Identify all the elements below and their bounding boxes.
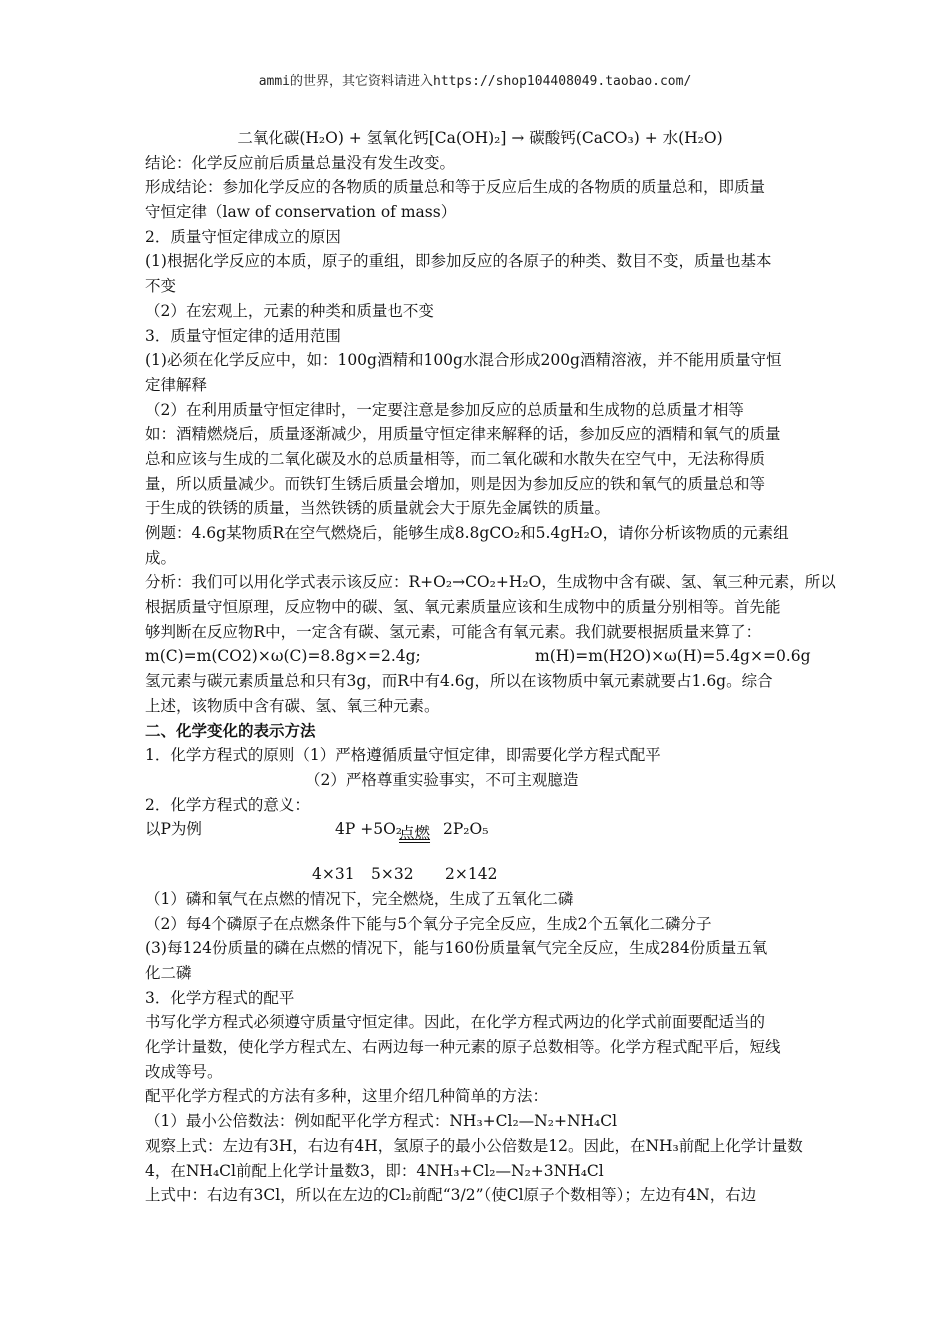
text-line: 化二磷: [145, 964, 192, 982]
equation-reactants: 4P +5O₂: [335, 820, 402, 839]
mass-p: 4×31: [312, 865, 355, 884]
meaning-title: 2．化学方程式的意义：: [145, 795, 310, 814]
text-line: 如：酒精燃烧后，质量逐渐减少，用质量守恒定律来解释的话，参加反应的酒精和氧气的质量: [145, 425, 781, 444]
text-line: 书写化学方程式必须遵守质量守恒定律。因此，在化学方程式两边的化学式前面要配适当的: [145, 1013, 766, 1032]
phosphorus-equation: [145, 817, 815, 862]
text-line: (1)必须在化学反应中，如：100g酒精和100g水混合形成200g酒精溶液，并不能用质量守恒: [145, 351, 782, 370]
text-line: （2）在利用质量守恒定律时，一定要注意是参加反应的总质量和生成物的总质量才相等: [145, 400, 744, 419]
text-line: 结论：化学反应前后质量总量没有发生改变。: [145, 153, 456, 172]
text-line: 3．质量守恒定律的适用范围: [145, 326, 341, 345]
text-line: 4，在NH₄Cl前配上化学计量数3，即：4NH₃+Cl₂—N₂+3NH₄Cl: [145, 1161, 604, 1180]
text-line: 观察上式：左边有3H，右边有4H，氢原子的最小公倍数是12。因此，在NH₃前配上化学计量数: [145, 1136, 803, 1155]
text-line: 量，所以质量减少。而铁钉生锈后质量会增加，则是因为参加反应的铁和氧气的质量总和等: [145, 474, 766, 493]
text-line: 氢元素与碳元素质量总和只有3g，而R中有4.6g，所以在该物质中氧元素就要占1.6g。综合: [145, 672, 773, 691]
text-line: 不变: [145, 277, 177, 296]
text-line: 守恒定律（law of conservation of mass）: [145, 203, 457, 222]
text-line: 形成结论：参加化学反应的各物质的质量总和等于反应后生成的各物质的质量总和，即质量: [145, 178, 766, 197]
mass-o2: 5×32: [371, 865, 414, 884]
mass-p2o5: 2×142: [445, 865, 498, 884]
equation-label: 以P为例: [145, 820, 202, 839]
mass-calculation: [145, 644, 815, 669]
text-line: 3．化学方程式的配平: [145, 988, 295, 1007]
text-line: （1）最小公倍数法：例如配平化学方程式：NH₃+Cl₂—N₂+NH₄Cl: [145, 1112, 618, 1131]
principle-line: （2）严格尊重实验事实，不可主观臆造: [305, 770, 579, 789]
carbon-mass-calc: m(C)=m(CO2)×ω(C)=8.8g×=2.4g;: [145, 647, 421, 666]
text-line: (1)根据化学反应的本质，原子的重组，即参加反应的各原子的种类、数目不变，质量也基本: [145, 252, 772, 271]
document-body: [145, 126, 836, 1208]
text-line: （2）每4个磷原子在点燃条件下能与5个氧分子完全反应，生成2个五氧化二磷分子: [145, 914, 712, 933]
text-line: (3)每124份质量的磷在点燃的情况下，能与160份质量氧气完全反应，生成284份质量五氧: [145, 939, 768, 958]
text-line: 于生成的铁锈的质量，当然铁锈的质量就会大于原先金属铁的质量。: [145, 499, 611, 518]
text-line: （2）在宏观上，元素的种类和质量也不变: [145, 301, 434, 320]
text-line: 上式中：右边有3Cl，所以在左边的Cl₂前配“3/2”（使Cl原子个数相等）；左边有4N，右边: [145, 1186, 757, 1205]
reaction-equation: 二氧化碳(H₂O) + 氢氧化钙[Ca(OH)₂] → 碳酸钙(CaCO₃) + 水(H₂O): [237, 129, 723, 147]
principle-line: 1．化学方程式的原则（1）严格遵循质量守恒定律，即需要化学方程式配平: [145, 746, 661, 765]
text-line: 例题：4.6g某物质R在空气燃烧后，能够生成8.8gCO₂和5.4gH₂O，请你分析该物质的元素组: [145, 524, 789, 542]
equation-condition: 点燃: [399, 824, 431, 843]
hydrogen-mass-calc: m(H)=m(H2O)×ω(H)=5.4g×=0.6g: [535, 647, 811, 666]
text-line: 改成等号。: [145, 1062, 223, 1081]
text-line: 够判断在反应物R中，一定含有碳、氢元素，可能含有氧元素。我们就要根据质量来算了：: [145, 622, 762, 641]
section-title: 二、化学变化的表示方法: [145, 720, 316, 740]
text-line: 上述，该物质中含有碳、氢、氧三种元素。: [145, 696, 440, 715]
text-line: 化学计量数，使化学方程式左、右两边每一种元素的原子总数相等。化学方程式配平后，短线: [145, 1038, 781, 1057]
text-line: 配平化学方程式的方法有多种，这里介绍几种简单的方法：: [145, 1087, 549, 1106]
text-line: 分析：我们可以用化学式表示该反应：R+O₂→CO₂+H₂O，生成物中含有碳、氢、氧三种元素，所以: [145, 573, 836, 592]
text-line: 成。: [145, 548, 177, 567]
text-line: 根据质量守恒原理，反应物中的碳、氢、氧元素质量应该和生成物中的质量分别相等。首先能: [145, 598, 781, 617]
text-line: 总和应该与生成的二氧化碳及水的总质量相等，而二氧化碳和水散失在空气中，无法称得质: [145, 449, 766, 468]
text-line: （1）磷和氧气在点燃的情况下，完全燃烧，生成了五氧化二磷: [145, 889, 574, 908]
equation-products: 2P₂O₅: [443, 820, 489, 839]
relative-masses: [145, 862, 815, 887]
text-line: 2．质量守恒定律成立的原因: [145, 227, 341, 246]
text-line: 定律解释: [145, 375, 208, 394]
page-header: ammi的世界，其它资料请进入https://shop104408049.taobao.com/: [258, 74, 692, 89]
